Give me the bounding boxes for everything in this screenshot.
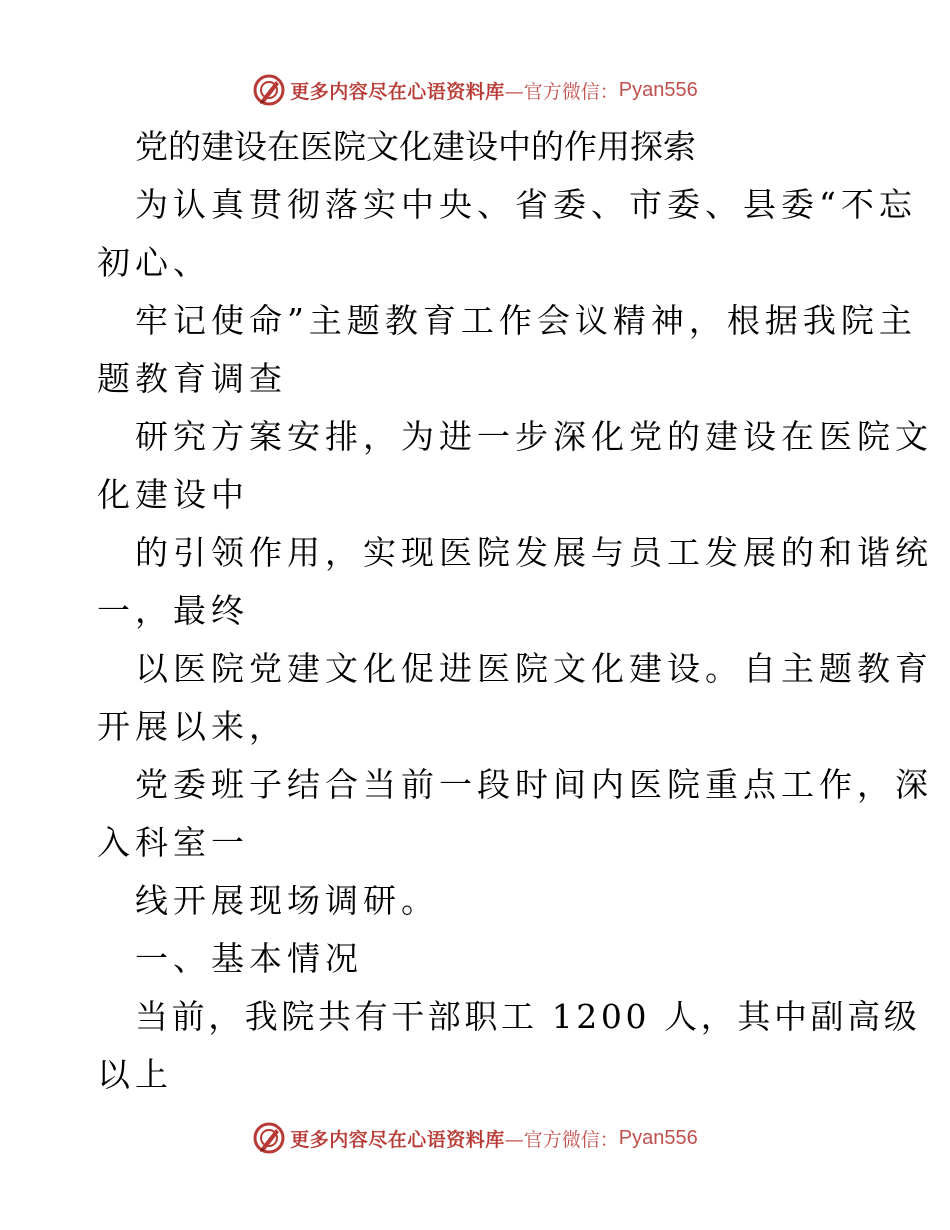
paragraph-line: 入科室一 — [97, 823, 249, 862]
paragraph-line: 一，最终 — [97, 591, 249, 630]
paragraph-line: 牢记使命”主题教育工作会议精神，根据我院主 — [135, 301, 917, 340]
paragraph-line: 研究方案安排，为进一步深化党的建设在医院文 — [135, 417, 933, 456]
footer-brand-text: 更多内容尽在心语资料库 — [290, 1128, 505, 1151]
pen-logo-icon — [252, 1121, 286, 1155]
header-wechat-label: —官方微信： — [504, 80, 619, 103]
paragraph-line: 党委班子结合当前一段时间内医院重点工作，深 — [135, 765, 933, 804]
document-body — [97, 118, 933, 1104]
paragraph-line: 题教育调查 — [97, 359, 287, 398]
paragraph-line: 以上 — [97, 1055, 173, 1094]
header-wechat-id: Pyan556 — [618, 78, 698, 101]
paragraph-line: 开展以来， — [97, 707, 287, 746]
pen-logo-icon — [252, 73, 286, 107]
paragraph-line: 初心、 — [97, 243, 211, 282]
paragraph-line: 的引领作用，实现医院发展与员工发展的和谐统 — [135, 533, 933, 572]
section-heading: 一、基本情况 — [135, 939, 363, 978]
paragraph-line: 当前，我院共有干部职工 1200 人，其中副高级 — [135, 997, 921, 1036]
header-banner — [0, 70, 950, 110]
footer-wechat-id: Pyan556 — [618, 1126, 698, 1149]
paragraph-line: 化建设中 — [97, 475, 249, 514]
paragraph-line: 线开展现场调研。 — [135, 881, 439, 920]
footer-banner — [0, 1118, 950, 1158]
footer-wechat-label: —官方微信： — [504, 1128, 619, 1151]
paragraph-line: 为认真贯彻落实中央、省委、市委、县委“不忘 — [135, 185, 917, 224]
header-brand-text: 更多内容尽在心语资料库 — [290, 80, 505, 103]
paragraph-line: 以医院党建文化促进医院文化建设。自主题教育 — [135, 649, 933, 688]
document-title: 党的建设在医院文化建设中的作用探索 — [135, 127, 696, 166]
